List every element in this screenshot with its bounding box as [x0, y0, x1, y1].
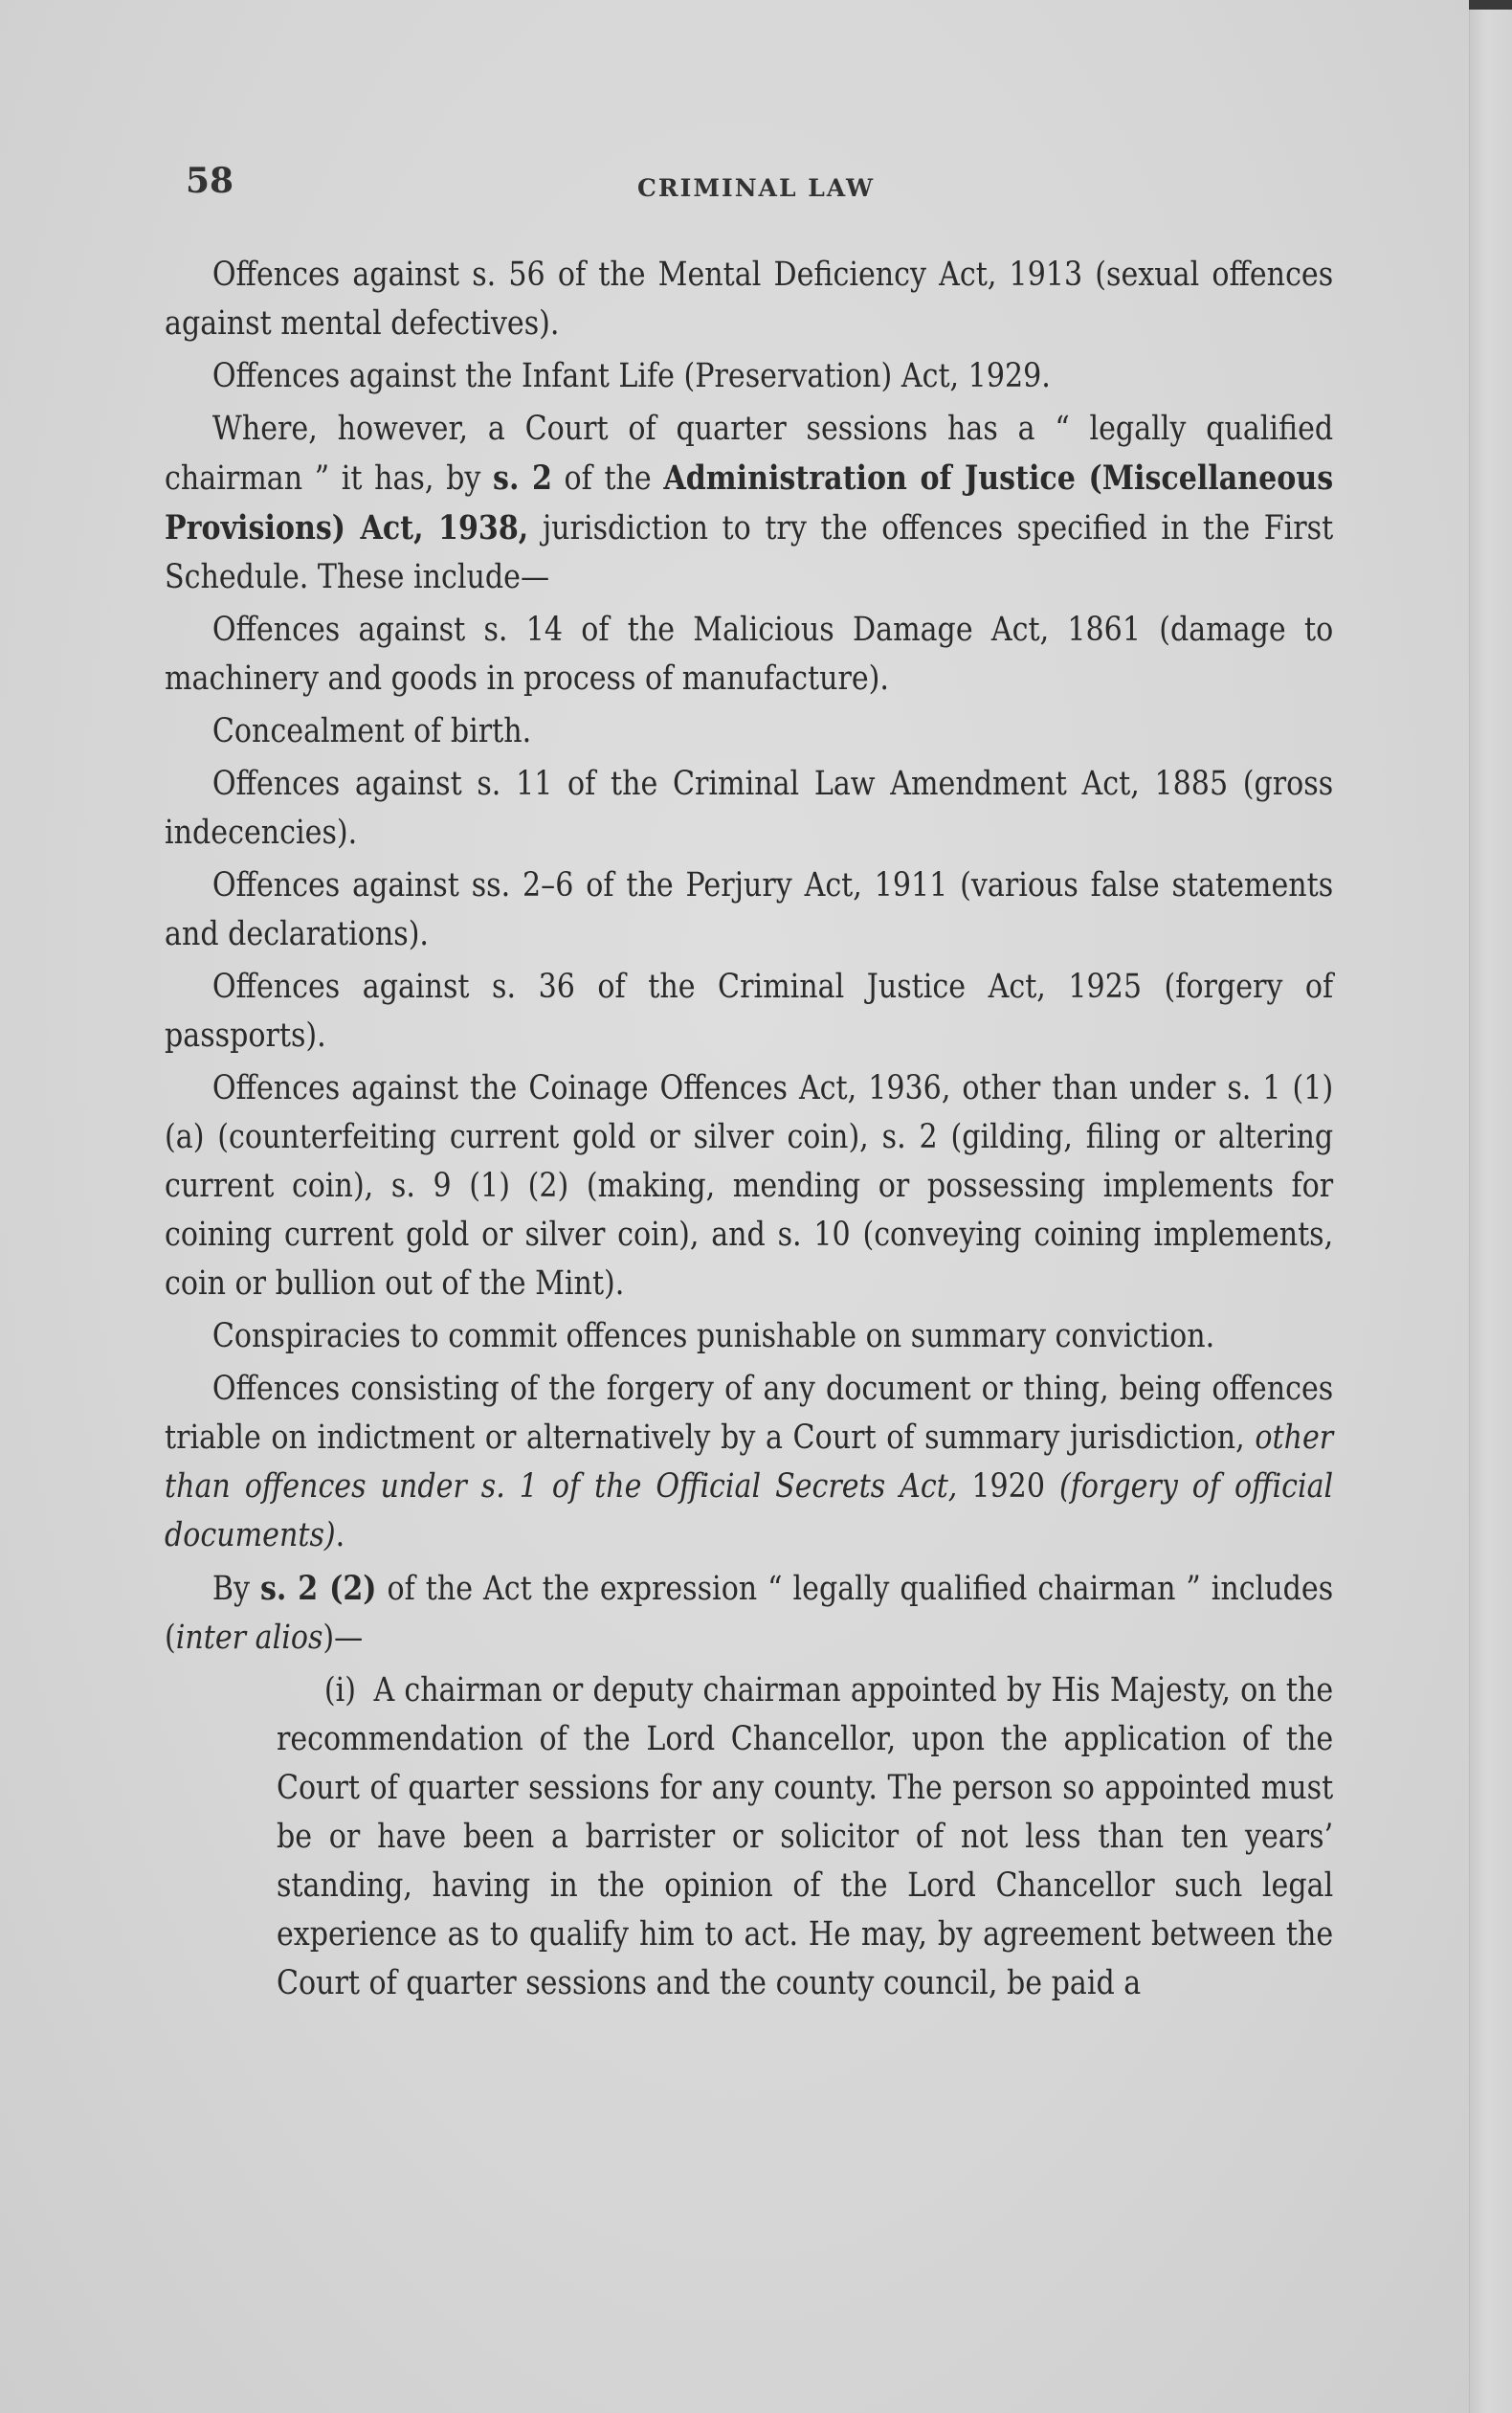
paragraph-legally-qualified-chairman: [165, 405, 1333, 602]
paragraph-conspiracies: Conspiracies to commit offences punishable on summary conviction.: [211, 1317, 1215, 1355]
text: .: [335, 1516, 345, 1554]
text: of the Act the expression “ legally qualified chairman ” includes (: [165, 1570, 1334, 1657]
page-header: [172, 153, 1340, 211]
paragraph-forgery: [165, 1365, 1333, 1560]
section-reference: s. 2: [492, 458, 552, 498]
section-reference: s. 2 (2): [259, 1569, 377, 1608]
text: of the: [551, 459, 664, 498]
text: 1920: [957, 1467, 1059, 1506]
text: Where, however, a Court of quarter sessions has a “ legally qualified chairman ” it has, by: [165, 410, 1334, 498]
scan-corner-shadow: [1469, 0, 1512, 10]
text: Offences consisting of the forgery of any document or thing, being offences triable on indictment or alternatively by a Court of summary jurisdiction,: [165, 1370, 1334, 1457]
paragraph-criminal-justice: Offences against s. 36 of the Criminal Justice Act, 1925 (forgery of passports).: [165, 968, 1334, 1055]
paragraph-infant-life: Offences against the Infant Life (Preservation) Act, 1929.: [211, 357, 1051, 395]
text: jurisdiction to try the offences specified in the First Schedule. These include—: [165, 509, 1334, 596]
text: )—: [322, 1619, 364, 1657]
paragraph-expression-definition: [165, 1564, 1333, 1663]
list-item: [165, 1666, 1333, 2008]
text: By: [211, 1570, 260, 1608]
paragraph-criminal-law-amendment: Offences against s. 11 of the Criminal Law Amendment Act, 1885 (gross indecencies).: [165, 765, 1334, 852]
body-text: [165, 251, 1333, 2012]
running-head: CRIMINAL LAW: [636, 174, 876, 202]
italic-text: (forgery of official documents): [165, 1467, 1334, 1554]
italic-text: other than offences under s. 1 of the Official Secrets Act,: [165, 1419, 1334, 1506]
paragraph-perjury: Offences against ss. 2–6 of the Perjury Act, 1911 (various false statements and declarations).: [165, 866, 1334, 953]
page-edge: [1469, 0, 1512, 2413]
italic-text: inter alios: [175, 1619, 323, 1657]
page-number: 58: [186, 161, 234, 201]
act-title: Administration of Justice (Miscellaneous Provisions) Act, 1938,: [165, 458, 1334, 547]
paragraph-concealment-of-birth: Concealment of birth.: [211, 712, 532, 750]
paragraph-malicious-damage: Offences against s. 14 of the Malicious Damage Act, 1861 (damage to machinery and goods in process of manufacture).: [165, 611, 1334, 698]
list-item-text: A chairman or deputy chairman appointed by His Majesty, on the recommendation of the Lord Chancellor, upon the application of the Court of quarter sessions for any county. The person so appointed must be or have been a barrister or solicitor of not less than ten years’ standing, having in the opinion of the Lord Chancellor such legal experience as to qualify him to act. He may, by agreement between the Court of quarter sessions and the county council, be paid a: [276, 1671, 1334, 2002]
paragraph-coinage-offences: Offences against the Coinage Offences Act, 1936, other than under s. 1 (1) (a) (counterfeiting current gold or silver coin), s. 2 (gilding, filing or altering current coin), s. 9 (1) (2) (making, mending or possessing implements for coining current gold or silver coin), and s. 10 (conveying coining implements, coin or bullion out of the Mint).: [165, 1069, 1334, 1303]
list-marker: (i): [323, 1671, 356, 1709]
paragraph-mental-deficiency: Offences against s. 56 of the Mental Deficiency Act, 1913 (sexual offences against mental defectives).: [165, 256, 1334, 343]
